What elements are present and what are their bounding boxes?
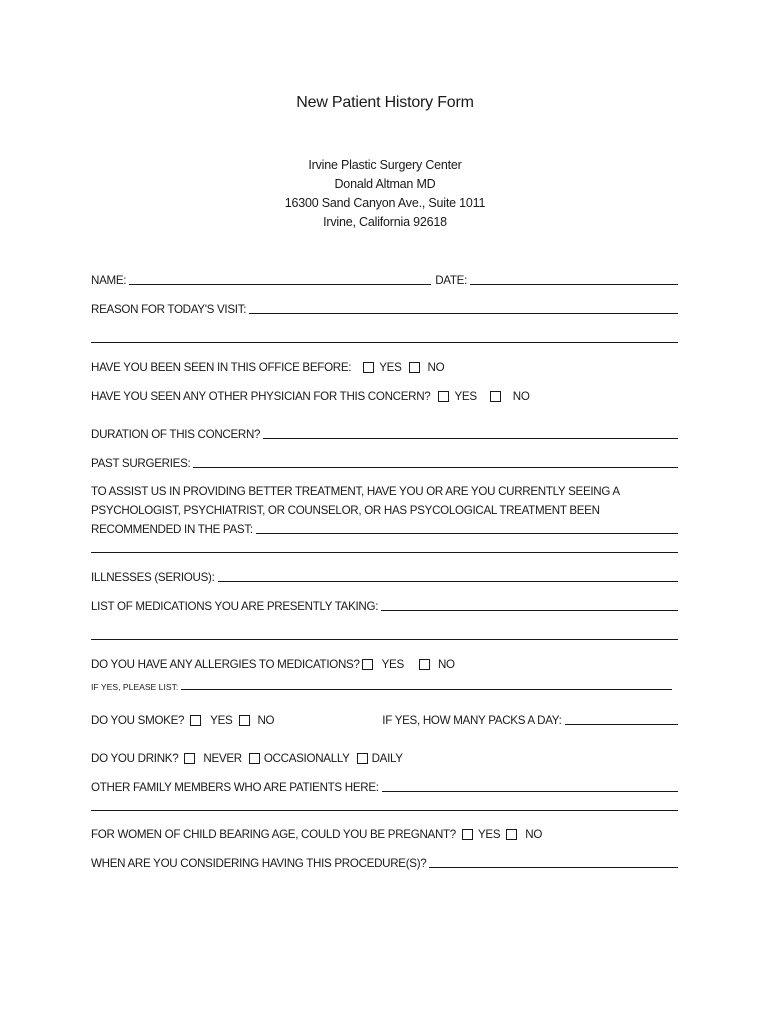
occasionally-label: OCCASIONALLY (263, 752, 350, 765)
duration-label: DURATION OF THIS CONCERN? (91, 428, 261, 441)
allergies-row (91, 656, 678, 671)
duration-field[interactable] (263, 438, 678, 439)
yes-label: YES (477, 828, 501, 841)
treatment-row (91, 521, 678, 536)
allergies-no-checkbox[interactable] (419, 659, 430, 670)
seen-office-label: HAVE YOU BEEN SEEN IN THIS OFFICE BEFORE: (91, 361, 352, 374)
other-physician-yes-checkbox[interactable] (438, 391, 449, 402)
allergies-list-label: IF YES, PLEASE LIST: (91, 682, 179, 692)
treatment-field-line-2[interactable] (91, 552, 678, 553)
name-field[interactable] (129, 284, 431, 285)
pregnant-row (91, 826, 678, 841)
allergies-yes-checkbox[interactable] (362, 659, 373, 670)
drink-daily-option[interactable] (357, 752, 403, 765)
no-label: NO (257, 714, 275, 727)
medications-label: LIST OF MEDICATIONS YOU ARE PRESENTLY TAKING: (91, 600, 379, 613)
medications-continuation-row (91, 627, 678, 642)
practice-address-block (0, 156, 770, 232)
smoke-no-option[interactable] (239, 714, 274, 727)
procedure-row (91, 855, 678, 870)
treatment-question-line-2: PSYCHOLOGIST, PSYCHIATRIST, OR COUNSELOR, OR HAS PSYCOLOGICAL TREATMENT BEEN (91, 504, 600, 517)
reason-continuation-row (91, 330, 678, 345)
family-continuation-row (91, 798, 678, 813)
name-date-row (91, 272, 678, 287)
smoke-no-checkbox[interactable] (239, 715, 250, 726)
medications-field[interactable] (381, 610, 678, 611)
drink-daily-checkbox[interactable] (357, 753, 368, 764)
smoke-label: DO YOU SMOKE? (91, 714, 185, 727)
no-label: NO (427, 361, 445, 374)
practice-name: Irvine Plastic Surgery Center (308, 158, 462, 172)
no-label: NO (525, 828, 543, 841)
medications-field-line-2[interactable] (91, 639, 678, 640)
family-field[interactable] (382, 791, 678, 792)
name-label: NAME: (91, 274, 127, 287)
reason-row (91, 301, 678, 316)
seen-office-yes-option[interactable] (363, 361, 401, 374)
illnesses-row (91, 569, 678, 584)
other-physician-yes-option[interactable] (438, 390, 476, 403)
other-physician-no-checkbox[interactable] (490, 391, 501, 402)
yes-label: YES (379, 361, 402, 374)
pregnant-yes-option[interactable] (462, 828, 500, 841)
date-field[interactable] (470, 284, 678, 285)
other-physician-no-option[interactable] (490, 390, 530, 403)
packs-field[interactable] (565, 724, 679, 725)
daily-label: DAILY (371, 752, 403, 765)
illnesses-field[interactable] (218, 581, 678, 582)
illnesses-label: ILLNESSES (SERIOUS): (91, 571, 215, 584)
allergies-no-option[interactable] (419, 658, 455, 671)
allergies-label: DO YOU HAVE ANY ALLERGIES TO MEDICATIONS? (91, 658, 360, 671)
drink-never-checkbox[interactable] (184, 753, 195, 764)
drink-row (91, 750, 678, 765)
doctor-name: Donald Altman MD (334, 177, 436, 191)
packs-label: IF YES, HOW MANY PACKS A DAY: (382, 714, 562, 727)
seen-office-row (91, 359, 678, 374)
allergies-list-row (91, 677, 678, 692)
form-title: New Patient History Form (296, 94, 474, 111)
seen-office-no-option[interactable] (409, 361, 445, 374)
allergies-yes-option[interactable] (362, 658, 404, 671)
family-field-line-2[interactable] (91, 810, 678, 811)
reason-field[interactable] (249, 313, 678, 314)
reason-label: REASON FOR TODAY'S VISIT: (91, 303, 247, 316)
allergies-list-field[interactable] (181, 689, 672, 690)
smoke-yes-option[interactable] (190, 714, 232, 727)
treatment-question (91, 482, 678, 520)
pregnant-no-option[interactable] (506, 828, 542, 841)
treatment-question-line-3: RECOMMENDED IN THE PAST: (91, 523, 253, 536)
treatment-question-line-1: TO ASSIST US IN PROVIDING BETTER TREATMENT, HAVE YOU OR ARE YOU CURRENTLY SEEING A (91, 485, 620, 498)
never-label: NEVER (203, 752, 242, 765)
yes-label: YES (454, 390, 477, 403)
street-address: 16300 Sand Canyon Ave., Suite 1011 (284, 196, 486, 210)
yes-label: YES (381, 658, 404, 671)
family-label: OTHER FAMILY MEMBERS WHO ARE PATIENTS HERE: (91, 781, 379, 794)
drink-never-option[interactable] (184, 752, 241, 765)
treatment-field[interactable] (256, 533, 678, 534)
treatment-continuation-row (91, 540, 678, 555)
no-label: NO (437, 658, 455, 671)
seen-office-yes-checkbox[interactable] (363, 362, 374, 373)
medications-row (91, 598, 678, 613)
duration-row (91, 426, 678, 441)
reason-field-line-2[interactable] (91, 342, 678, 343)
seen-office-no-checkbox[interactable] (409, 362, 420, 373)
smoke-row (91, 712, 678, 727)
procedure-field[interactable] (429, 867, 678, 868)
city-state-zip: Irvine, California 92618 (323, 215, 447, 229)
no-label: NO (512, 390, 530, 403)
date-label: DATE: (435, 274, 467, 287)
procedure-label: WHEN ARE YOU CONSIDERING HAVING THIS PROCEDURE(S)? (91, 857, 427, 870)
past-surgeries-field[interactable] (193, 467, 678, 468)
pregnant-yes-checkbox[interactable] (462, 829, 473, 840)
pregnant-no-checkbox[interactable] (506, 829, 517, 840)
smoke-yes-checkbox[interactable] (190, 715, 201, 726)
other-physician-label: HAVE YOU SEEN ANY OTHER PHYSICIAN FOR THIS CONCERN? (91, 390, 431, 403)
past-surgeries-row (91, 455, 678, 470)
other-physician-row (91, 388, 678, 403)
drink-occasionally-checkbox[interactable] (249, 753, 260, 764)
drink-label: DO YOU DRINK? (91, 752, 179, 765)
pregnant-label: FOR WOMEN OF CHILD BEARING AGE, COULD YOU BE PREGNANT? (91, 828, 456, 841)
past-surgeries-label: PAST SURGERIES: (91, 457, 191, 470)
drink-occasionally-option[interactable] (249, 752, 350, 765)
family-row (91, 779, 678, 794)
yes-label: YES (210, 714, 233, 727)
